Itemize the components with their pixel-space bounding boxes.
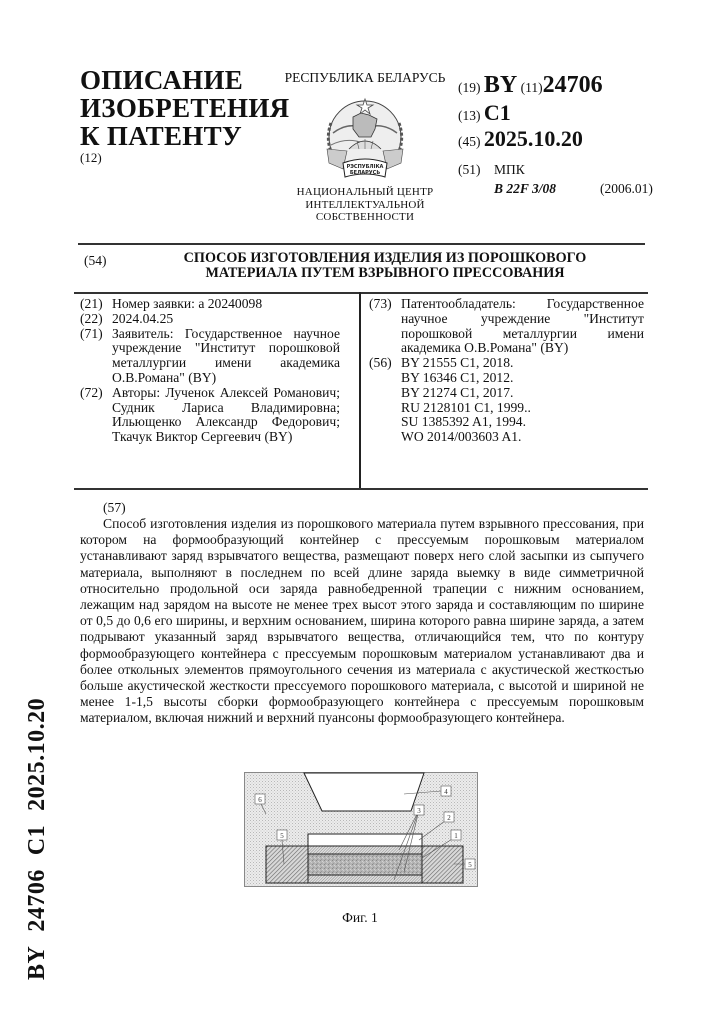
figure-caption: Фиг. 1 [342,910,378,925]
publication-date: 2025.10.20 [483,126,583,151]
inid-code: (73) [369,296,392,311]
figure-1-diagram [244,772,478,887]
filing-date: 2024.04.25 [112,310,174,326]
belarus-coat-of-arms-icon [313,93,417,183]
inid-code-51: (51) [458,162,481,177]
abstract-text: Способ изготовления изделия из порошкового материала путем взрывного прессования, при котором на формообразующий контейнер с прессуемым порошковым материалом устанавливают заряд взрывчатого вещества, размещают поверх него слой засыпки из сыпучего материала, выполняют в последнем по всей длине заряда выемку в виде симметричной относительно продольной оси заряда равнобедренной трапеции с нижним основанием, лежащим над зарядом на высоте не менее трех высот этого заряда и составляющим по ширине от 0,5 до 0,6 его ширины, и верхним основанием, ширина которого равна ширине заряда, а затем подрывают указанный заряд взрывчатого вещества, отличающийся тем, что по контуру формообразующего контейнера с прессуемым порошковым материалом устанавливают два и более откольных элементов прямоугольного сечения из материала с акустической жесткостью больше акустической жесткости прессуемого порошкового материала, с высотой и шириной не менее 1-1,5 высоты сборки формообразующего контейнера с прессуемым порошковым материалом, включая нижний и верхний пуансоны формообразующего контейнера. [80,516,644,726]
svg-text:5: 5 [280,832,284,840]
applicant: Заявитель: Государственное научное учреждение "Институт порошковой металлургии имени академика О.В.Романа" (BY) [112,325,340,385]
bib-entry-71 [80,327,340,386]
cited-reference: BY 16346 C1, 2012. [401,369,514,385]
ipc-version: (2006.01) [600,181,653,196]
side-date: 2025.10.20 [24,697,50,811]
svg-text:2: 2 [447,814,451,822]
title-line: ИЗОБРЕТЕНИЯ [80,93,290,123]
bib-entry-73 [369,297,644,356]
svg-text:6: 6 [258,796,262,804]
ipc-class: B 22F 3/08 [494,181,557,196]
kind-code: C1 [483,100,511,125]
document-type-title [80,66,289,150]
svg-text:3: 3 [417,807,421,815]
side-patent-identifier [24,684,51,980]
invention-title [150,251,620,281]
table-top-border [74,292,648,294]
application-number: Номер заявки: а 20240098 [112,296,263,311]
table-bottom-border [74,488,648,490]
title-line: К ПАТЕНТУ [80,121,242,151]
inid-code-45: (45) [458,134,481,149]
inid-code: (71) [80,325,103,341]
invention-title-line: МАТЕРИАЛА ПУТЕМ ВЗРЫВНОГО ПРЕССОВАНИЯ [205,265,565,281]
bibliographic-left-column [80,297,340,445]
inid-code-11: (11) [520,80,543,95]
side-kind: C1 [24,824,50,856]
inid-code-19: (19) [458,80,481,95]
table-column-divider [359,292,361,489]
patent-number-line [458,72,603,99]
divider-line [78,243,645,245]
office-line: НАЦИОНАЛЬНЫЙ ЦЕНТР [296,186,434,198]
bib-entry-21 [80,297,340,312]
inid-code: (21) [80,296,103,311]
inventors: Авторы: Лученок Алексей Романович; Судник Лариса Владимировна; Ильющенко Александр Федорович; Ткачук Виктор Сергеевич (BY) [112,384,340,445]
republic-name: РЕСПУБЛИКА БЕЛАРУСЬ [284,70,446,85]
patent-office-name [280,186,450,224]
ipc-label: МПК [494,162,525,177]
inid-code: (22) [80,310,103,326]
inid-code: (56) [369,355,392,371]
inid-code-13: (13) [458,108,481,123]
patent-holder: Патентообладатель: Государственное научное учреждение "Институт порошковой металлургии имени академика О.В.Романа" (BY) [401,296,644,356]
cited-reference: WO 2014/003603 A1. [401,429,522,445]
bib-entry-72 [80,386,340,445]
cited-reference: RU 2128101 C1, 1999.. [401,399,531,415]
figure-label: 4 [444,788,448,796]
kind-code-line [458,100,511,126]
office-line: СОБСТВЕННОСТИ [315,211,415,223]
publication-date-line [458,126,583,152]
inid-code: (72) [80,384,103,400]
cited-reference: BY 21274 C1, 2017. [401,384,514,400]
bib-entry-22 [80,312,340,327]
bib-entry-56 [369,356,644,371]
inid-code-54: (54) [84,253,107,268]
svg-text:1: 1 [454,832,458,840]
title-line: ОПИСАНИЕ [80,65,244,95]
svg-text:РЭСПУБЛІКА: РЭСПУБЛІКА [346,164,384,170]
patent-number: 24706 [542,72,603,98]
inid-code-57: (57) [103,500,126,515]
side-country: BY [24,945,50,980]
svg-text:5: 5 [468,861,472,869]
inid-code-12: (12) [80,150,102,165]
cited-reference: SU 1385392 A1, 1994. [401,414,526,430]
country-code: BY [483,72,518,98]
office-line: ИНТЕЛЛЕКТУАЛЬНОЙ [305,198,425,211]
svg-text:БЕЛАРУСЬ: БЕЛАРУСЬ [349,170,381,176]
invention-title-line: СПОСОБ ИЗГОТОВЛЕНИЯ ИЗДЕЛИЯ ИЗ ПОРОШКОВОГО [183,250,587,266]
cited-reference: BY 21555 C1, 2018. [401,355,514,371]
bibliographic-right-column [369,297,644,445]
side-number: 24706 [24,869,50,932]
